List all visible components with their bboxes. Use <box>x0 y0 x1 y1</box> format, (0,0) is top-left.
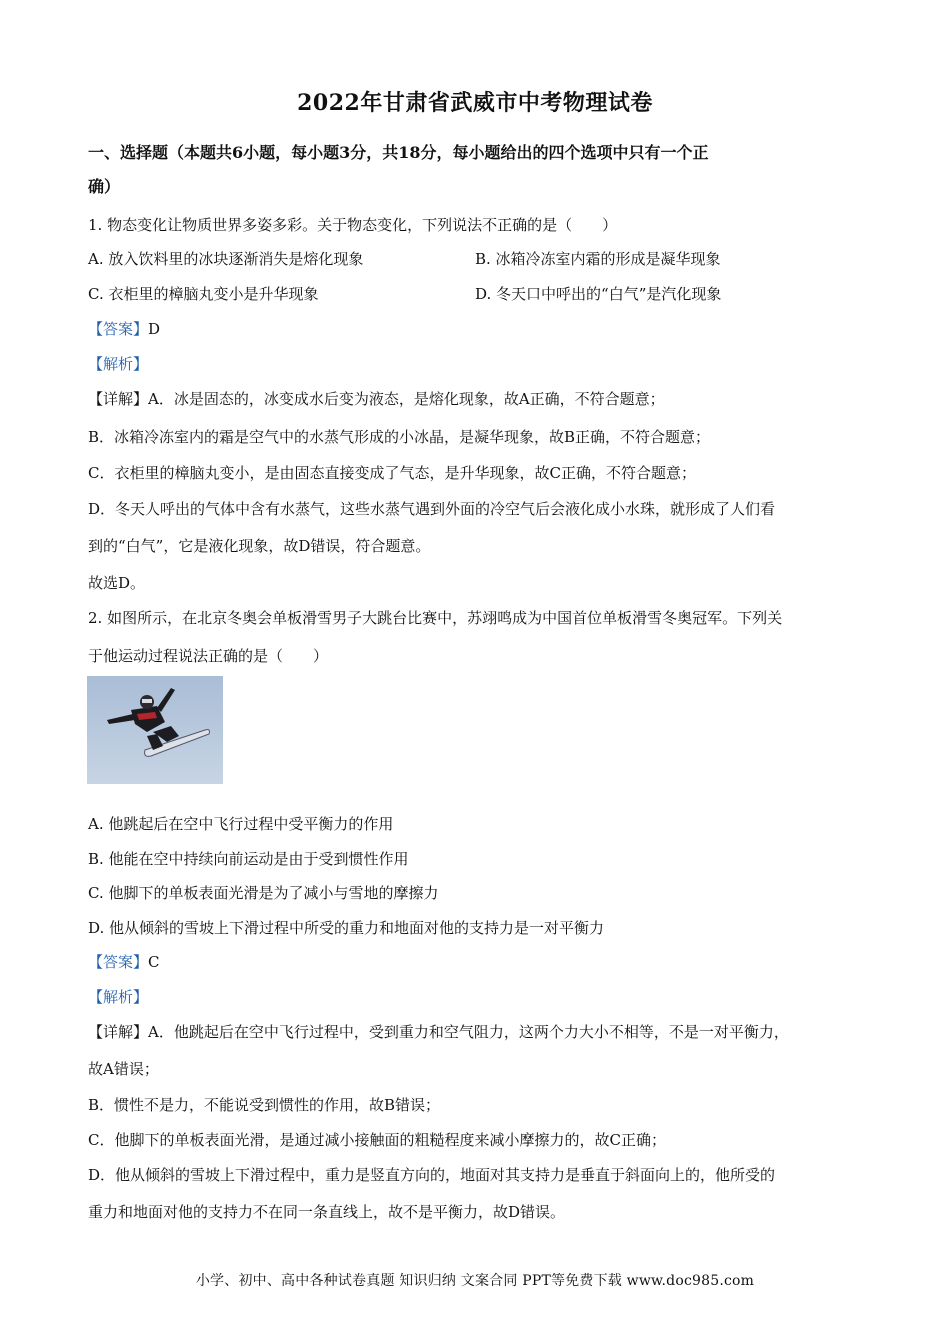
q2-detail-b: B．惯性不是力，不能说受到惯性的作用，故B错误； <box>88 1096 441 1114</box>
q2-detail-a-line2: 故A错误； <box>88 1060 159 1078</box>
q2-analysis-tag: 【解析】 <box>88 988 149 1006</box>
q1-option-b: B. 冰箱冷冻室内霜的形成是凝华现象 <box>475 250 721 268</box>
page-footer: 小学、初中、高中各种试卷真题 知识归纳 文案合同 PPT等免费下载 www.doc985.com <box>195 1273 755 1289</box>
detail-tag: 【详解】 <box>88 1023 149 1041</box>
q2-detail-d-line2: 重力和地面对他的支持力不在同一条直线上，故不是平衡力，故D错误。 <box>88 1203 566 1221</box>
q1-detail-b: B．冰箱冷冻室内的霜是空气中的水蒸气形成的小冰晶，是凝华现象，故B正确，不符合题意； <box>88 428 711 446</box>
section-heading-line2: 确） <box>88 177 121 196</box>
answer-tag: 【答案】 <box>88 953 149 971</box>
answer-value: C <box>148 953 160 971</box>
q2-stem-line1: 2. 如图所示，在北京冬奥会单板滑雪男子大跳台比赛中，苏翊鸣成为中国首位单板滑雪冬奥冠军。下列关 <box>88 609 783 627</box>
q1-stem: 1. 物态变化让物质世界多姿多彩。关于物态变化，下列说法不正确的是（ ） <box>88 216 618 234</box>
q1-detail-d-line1: D．冬天人呼出的气体中含有水蒸气，这些水蒸气遇到外面的冷空气后会液化成小水珠，就形成了人们看 <box>88 500 776 518</box>
q2-option-a: A. 他跳起后在空中飞行过程中受平衡力的作用 <box>88 815 394 833</box>
q1-detail-c: C．衣柜里的樟脑丸变小，是由固态直接变成了气态，是升华现象，故C正确，不符合题意； <box>88 464 696 482</box>
section-heading-line1: 一、选择题（本题共6小题，每小题3分，共18分，每小题给出的四个选项中只有一个正 <box>88 143 709 162</box>
answer-value: D <box>148 320 161 338</box>
q1-answer <box>88 318 878 340</box>
q1-option-c: C. 衣柜里的樟脑丸变小是升华现象 <box>88 285 319 303</box>
page-title: 2022年甘肃省武威市中考物理试卷 <box>297 90 653 116</box>
q1-analysis-tag: 【解析】 <box>88 355 149 373</box>
q2-detail-c: C．他脚下的单板表面光滑，是通过减小接触面的粗糙程度来减小摩擦力的，故C正确； <box>88 1131 666 1149</box>
answer-tag: 【答案】 <box>88 320 149 338</box>
q2-option-c: C. 他脚下的单板表面光滑是为了减小与雪地的摩擦力 <box>88 884 439 902</box>
q2-detail-d-line1: D．他从倾斜的雪坡上下滑过程中，重力是竖直方向的，地面对其支持力是垂直于斜面向上的，他所受的 <box>88 1166 776 1184</box>
q1-option-a: A. 放入饮料里的冰块逐渐消失是熔化现象 <box>88 250 364 268</box>
q1-option-d: D. 冬天口中呼出的“白气”是汽化现象 <box>475 285 722 303</box>
q2-answer <box>88 951 878 973</box>
q1-detail-d-line2: 到的“白气”，它是液化现象，故D错误，符合题意。 <box>88 537 431 555</box>
detail-text: A．冰是固态的，冰变成水后变为液态，是熔化现象，故A正确，不符合题意； <box>148 390 665 408</box>
q2-option-d: D. 他从倾斜的雪坡上下滑过程中所受的重力和地面对他的支持力是一对平衡力 <box>88 919 605 937</box>
detail-text: A．他跳起后在空中飞行过程中，受到重力和空气阻力，这两个力大小不相等，不是一对平衡力， <box>148 1023 789 1041</box>
snowboarder-photo <box>87 676 223 784</box>
detail-tag: 【详解】 <box>88 390 149 408</box>
q1-conclusion: 故选D。 <box>88 574 146 592</box>
q2-option-b: B. 他能在空中持续向前运动是由于受到惯性作用 <box>88 850 409 868</box>
q1-detail-a <box>88 388 878 410</box>
q2-stem-line2: 于他运动过程说法正确的是（ ） <box>88 647 329 665</box>
q2-detail-a-line1 <box>88 1021 878 1043</box>
